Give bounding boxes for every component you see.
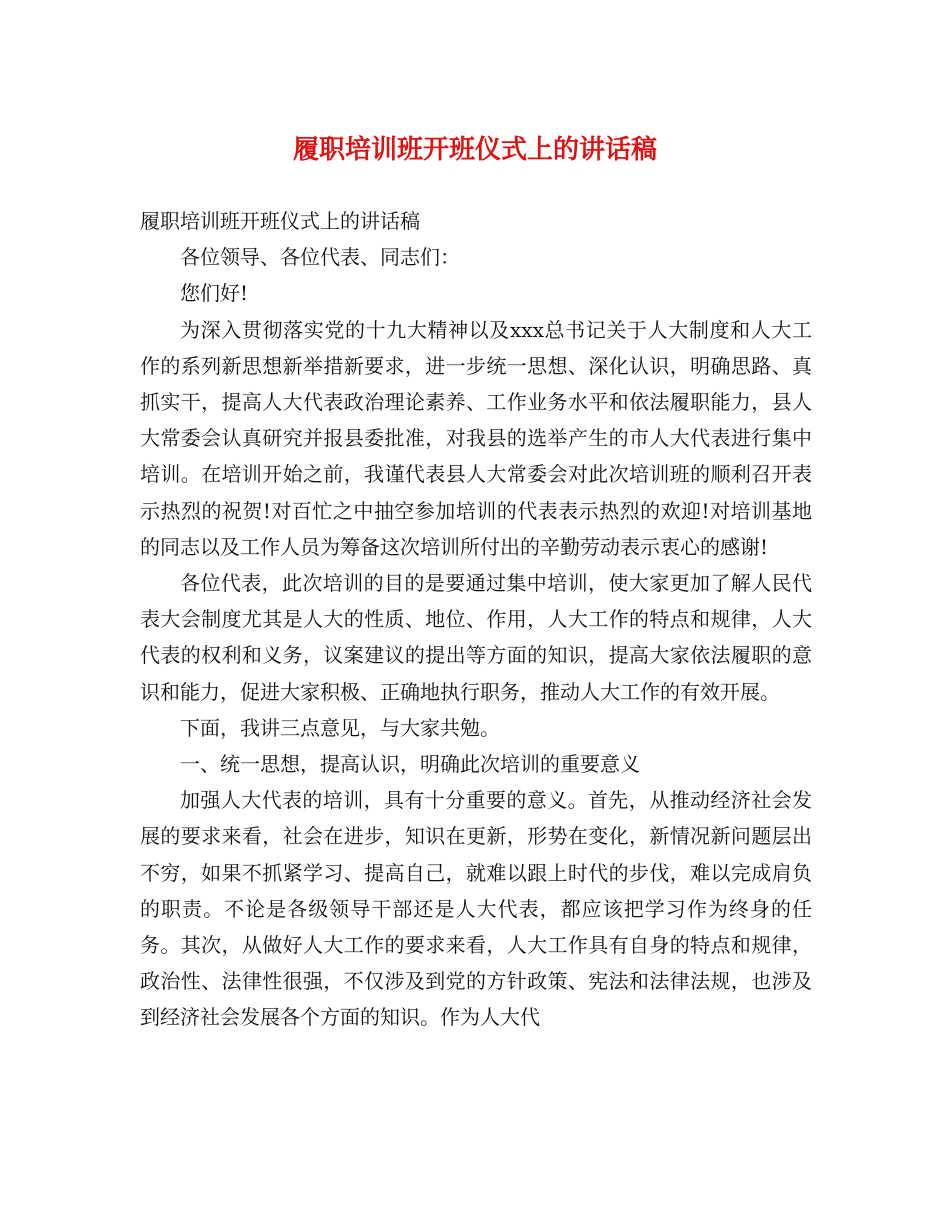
- salutation: 各位领导、各位代表、同志们：: [180, 245, 460, 270]
- document-title: 履职培训班开班仪式上的讲话稿: [292, 135, 657, 165]
- paragraph-transition: 下面，我讲三点意见，与大家共勉。: [180, 715, 500, 740]
- greeting: 您们好!: [180, 281, 249, 306]
- body-heading: 履职培训班开班仪式上的讲话稿: [140, 209, 420, 233]
- paragraph-intro: 为深入贯彻落实党的十九大精神以及xxx总书记关于人大制度和人大工作的系列新思想新举措新要求，进一步统一思想、深化认识，明确思路、真抓实干，提高人大代表政治理论素养、工作业务水平和依法履职能力，县人大常委会认真研究并报县委批准，对我县的选举产生的市人大代表进行集中培训。在培训开始之前，我谨代表县人大常委会对此次培训班的顺利召开表示热烈的祝贺!对百忙之中抽空参加培训的代表表示热烈的欢迎!对培训基地的同志以及工作人员为筹备这次培训所付出的辛勤劳动表示衷心的感谢!: [140, 317, 812, 559]
- document-body: [140, 203, 812, 1036]
- section-heading-1: 一、统一思想，提高认识，明确此次培训的重要意义: [180, 752, 640, 777]
- paragraph-section-1: 加强人大代表的培训，具有十分重要的意义。首先，从推动经济社会发展的要求来看，社会在进步，知识在更新，形势在变化，新情况新问题层出不穷，如果不抓紧学习、提高自己，就难以跟上时代的步伐，难以完成肩负的职责。不论是各级领导干部还是人大代表，都应该把学习作为终身的任务。其次，从做好人大工作的要求来看，人大工作具有自身的特点和规律，政治性、法律性很强，不仅涉及到党的方针政策、宪法和法律法规，也涉及到经济社会发展各个方面的知识。作为人大代: [140, 788, 812, 1030]
- paragraph-purpose: 各位代表，此次培训的目的是要通过集中培训，使大家更加了解人民代表大会制度尤其是人大的性质、地位、作用，人大工作的特点和规律，人大代表的权利和义务，议案建议的提出等方面的知识，提高大家依法履职的意识和能力，促进大家积极、正确地执行职务，推动人大工作的有效开展。: [140, 571, 812, 704]
